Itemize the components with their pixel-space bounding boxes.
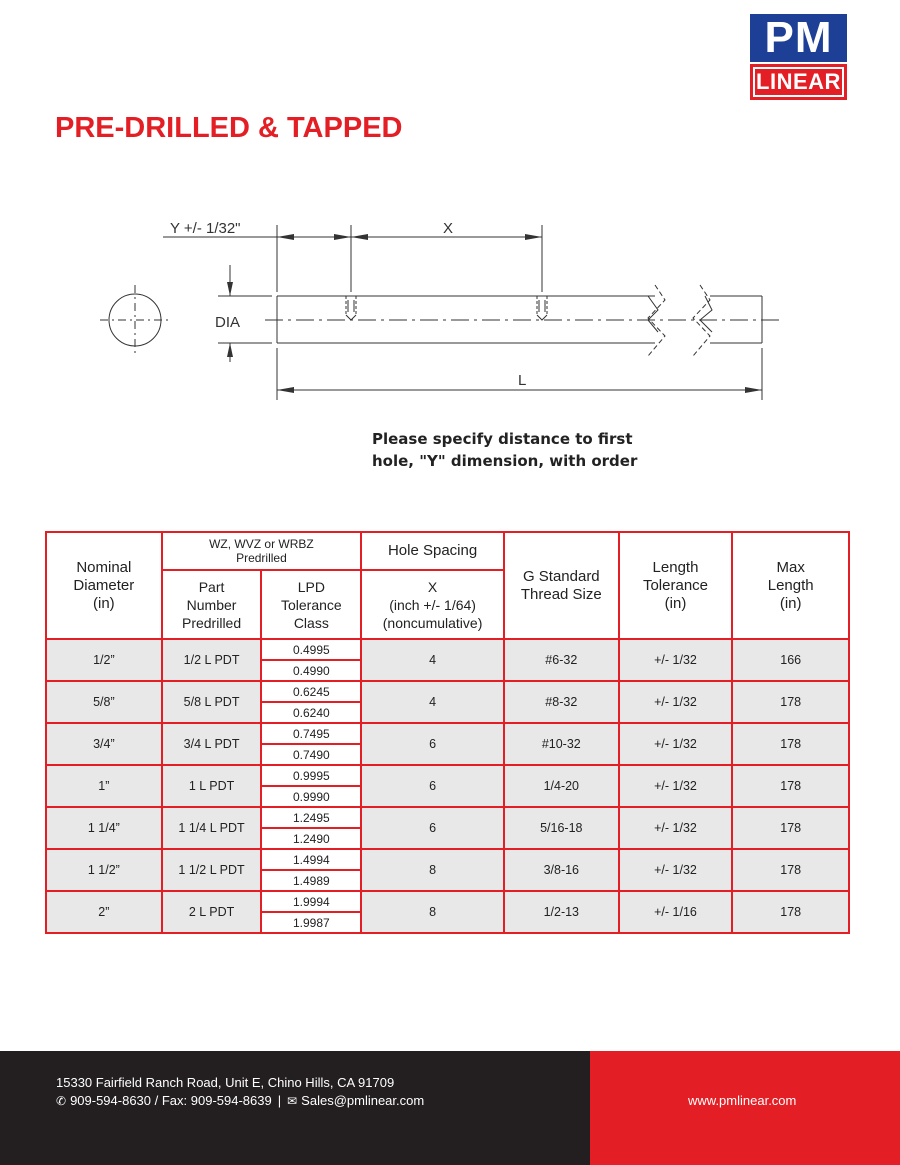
table-row [46, 807, 849, 828]
cell-part: 5/8 L PDT [162, 681, 262, 723]
cell-thread: 3/8-16 [504, 849, 619, 891]
cell-len-tol: +/- 1/32 [619, 765, 733, 807]
table-row [46, 765, 849, 786]
header-length-tolerance [619, 532, 733, 639]
dia-label: DIA [215, 314, 241, 331]
cell-nominal: 1 1/2” [46, 849, 162, 891]
cell-len-tol: +/- 1/32 [619, 807, 733, 849]
cell-tol-hi: 0.7495 [261, 723, 361, 744]
header-text: Number [186, 596, 237, 613]
cell-part: 3/4 L PDT [162, 723, 262, 765]
header-group [162, 532, 362, 570]
header-text: Predrilled [236, 551, 287, 565]
cell-tol-lo: 1.2490 [261, 828, 361, 849]
order-note-line-2: hole, "Y" dimension, with order [372, 452, 638, 470]
header-hole-spacing: Hole Spacing [361, 532, 504, 570]
cell-part: 1 1/4 L PDT [162, 807, 262, 849]
order-note [372, 428, 637, 472]
cell-thread: #8-32 [504, 681, 619, 723]
cell-x: 6 [361, 807, 504, 849]
table-row [46, 639, 849, 660]
header-text: Predrilled [181, 614, 242, 631]
cell-x: 4 [361, 681, 504, 723]
footer-address: 15330 Fairfield Ranch Road, Unit E, Chino Hills, CA 91709 [56, 1075, 395, 1090]
cell-tol-hi: 0.4995 [261, 639, 361, 660]
table-row [46, 891, 849, 912]
table-row [46, 723, 849, 744]
cell-max: 178 [732, 723, 849, 765]
x-dimension-label: X [443, 220, 454, 237]
cell-len-tol: +/- 1/32 [619, 681, 733, 723]
header-text: WZ, WVZ or WRBZ [209, 537, 314, 551]
footer-email[interactable]: Sales@pmlinear.com [301, 1093, 425, 1108]
header-max-length [732, 532, 849, 639]
cell-part: 1/2 L PDT [162, 639, 262, 681]
header-text: (in) [93, 594, 115, 612]
cell-tol-hi: 0.9995 [261, 765, 361, 786]
cell-tol-lo: 0.4990 [261, 660, 361, 681]
cell-nominal: 2” [46, 891, 162, 933]
cell-tol-lo: 1.9987 [261, 912, 361, 933]
cell-len-tol: +/- 1/32 [619, 639, 733, 681]
cell-nominal: 5/8” [46, 681, 162, 723]
cell-tol-hi: 1.9994 [261, 891, 361, 912]
cell-thread: 1/2-13 [504, 891, 619, 933]
header-text: Diameter [73, 576, 135, 594]
header-part-number [162, 570, 262, 639]
footer-left-panel [0, 1051, 590, 1165]
cell-max: 178 [732, 849, 849, 891]
footer-phone[interactable]: 909-594-8630 / Fax: 909-594-8639 [70, 1093, 272, 1108]
header-text: Class [293, 614, 329, 631]
order-note-line-1: Please specify distance to first [372, 430, 633, 448]
header-text: X [427, 578, 438, 595]
cell-nominal: 1” [46, 765, 162, 807]
footer-separator: | [277, 1093, 282, 1108]
y-dimension-label: Y +/- 1/32" [170, 220, 241, 237]
cell-nominal: 1/2” [46, 639, 162, 681]
phone-icon: ✆ [56, 1093, 67, 1108]
table-row [46, 849, 849, 870]
footer-contact [56, 1093, 424, 1108]
header-text: Tolerance [280, 596, 342, 613]
header-text: Length [767, 576, 814, 594]
table-row [46, 681, 849, 702]
header-text: Thread Size [520, 585, 602, 603]
cell-tol-lo: 0.7490 [261, 744, 361, 765]
header-text: Nominal [76, 558, 132, 576]
logo-linear: LINEAR [756, 69, 841, 94]
spec-table [45, 531, 850, 934]
shaft-drawing [0, 0, 900, 420]
header-text: (in) [664, 594, 687, 612]
cell-len-tol: +/- 1/32 [619, 723, 733, 765]
cell-len-tol: +/- 1/16 [619, 891, 733, 933]
header-text: Max [776, 558, 805, 576]
cell-len-tol: +/- 1/32 [619, 849, 733, 891]
cell-thread: #6-32 [504, 639, 619, 681]
cell-tol-hi: 1.2495 [261, 807, 361, 828]
header-thread [504, 532, 619, 639]
cell-tol-lo: 0.9990 [261, 786, 361, 807]
tapped-hole-2 [537, 296, 547, 320]
cell-x: 4 [361, 639, 504, 681]
cell-max: 178 [732, 807, 849, 849]
cell-max: 178 [732, 681, 849, 723]
cell-tol-hi: 1.4994 [261, 849, 361, 870]
cell-thread: #10-32 [504, 723, 619, 765]
header-text: (inch +/- 1/64) [389, 596, 476, 613]
header-nominal [46, 532, 162, 639]
cell-max: 178 [732, 891, 849, 933]
header-text: Tolerance [642, 576, 709, 594]
header-text: LPD [297, 578, 325, 595]
footer-right-panel [590, 1051, 900, 1165]
footer-website[interactable]: www.pmlinear.com [688, 1093, 797, 1108]
header-x [361, 570, 504, 639]
envelope-icon: ✉ [287, 1093, 298, 1108]
cell-x: 6 [361, 723, 504, 765]
cell-thread: 1/4-20 [504, 765, 619, 807]
cell-x: 6 [361, 765, 504, 807]
l-dimension-label: L [518, 372, 527, 389]
page-title: PRE-DRILLED & TAPPED [55, 112, 403, 144]
logo-pm: PM [750, 14, 847, 62]
cell-tol-lo: 1.4989 [261, 870, 361, 891]
cell-part: 1 1/2 L PDT [162, 849, 262, 891]
cell-max: 178 [732, 765, 849, 807]
cell-x: 8 [361, 849, 504, 891]
cell-part: 1 L PDT [162, 765, 262, 807]
cell-x: 8 [361, 891, 504, 933]
cell-part: 2 L PDT [162, 891, 262, 933]
header-text: Length [652, 558, 699, 576]
header-text: G Standard [522, 567, 600, 585]
end-view-circle [109, 294, 161, 346]
cell-thread: 5/16-18 [504, 807, 619, 849]
cell-tol-hi: 0.6245 [261, 681, 361, 702]
cell-nominal: 3/4” [46, 723, 162, 765]
header-text: Part [198, 578, 225, 595]
cell-nominal: 1 1/4” [46, 807, 162, 849]
header-text: (in) [779, 594, 802, 612]
cell-tol-lo: 0.6240 [261, 702, 361, 723]
tapped-hole-1 [346, 296, 356, 320]
header-lpd-class [261, 570, 361, 639]
header-text: (noncumulative) [382, 614, 483, 631]
cell-max: 166 [732, 639, 849, 681]
